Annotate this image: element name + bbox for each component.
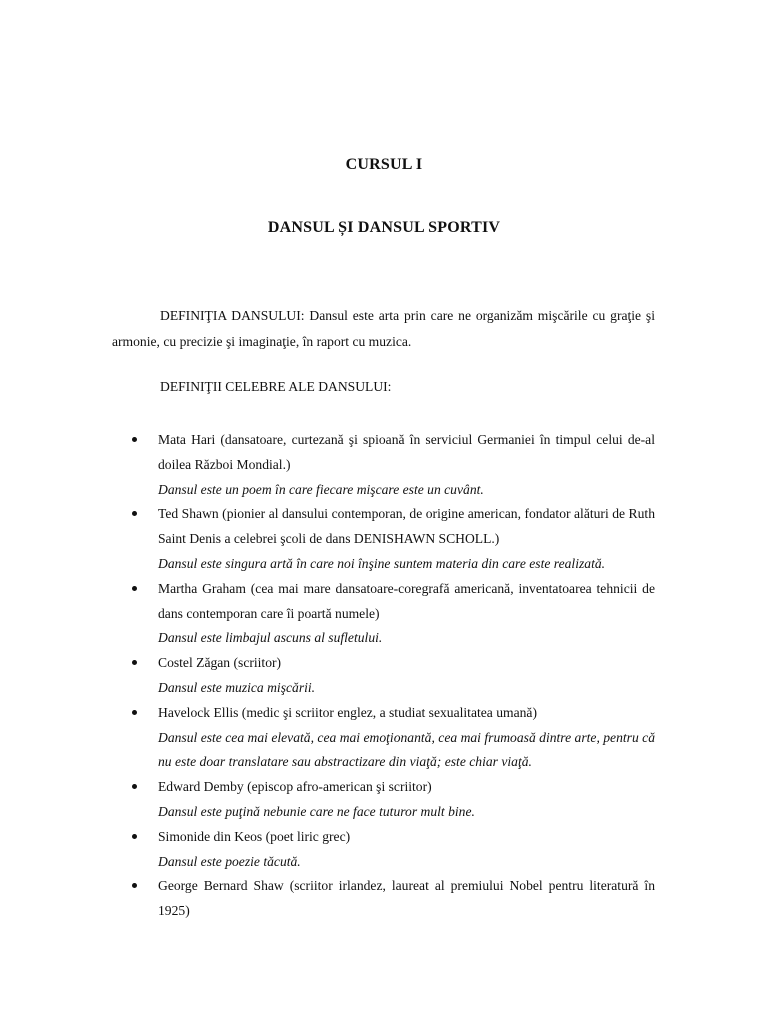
list-item (112, 428, 655, 502)
quote-text: Dansul este cea mai elevată, cea mai emoţionantă, cea mai frumoasă dintre arte, pentru că nu este doar translatare sau abstractizare din viaţă; este chiar viaţă. (158, 729, 655, 770)
list-item (112, 701, 655, 775)
dance-definition-paragraph: DEFINIŢIA DANSULUI: Dansul este arta prin care ne organizăm mişcările cu graţie şi armonie, cu precizie şi imaginaţie, în raport cu muzica. (112, 308, 655, 349)
quote-text: Dansul este limbajul ascuns al sufletului. (158, 630, 383, 646)
quote-author: Havelock Ellis (medic şi scriitor englez, a studiat sexualitatea umană) (158, 704, 537, 720)
bullet-icon (132, 710, 137, 715)
bullet-icon (132, 883, 137, 888)
list-item (112, 825, 655, 875)
quote-author: Mata Hari (dansatoare, curtezană şi spioană în serviciul Germaniei în timpul celui de-al doilea Război Mondial.) (158, 432, 655, 472)
bullet-icon (132, 511, 137, 516)
quote-text: Dansul este muzica mişcării. (158, 679, 316, 695)
quote-text: Dansul este singura artă în care noi înşine suntem materia din care este realizată. (158, 555, 606, 571)
course-title: CURSUL I (345, 156, 423, 173)
list-item (112, 502, 655, 576)
quote-author: Simonide din Keos (poet liric grec) (158, 828, 351, 844)
list-item (112, 775, 655, 825)
quote-text: Dansul este un poem în care fiecare mişcare este un cuvânt. (158, 481, 484, 497)
bullet-icon (132, 834, 137, 839)
quotes-list (112, 428, 655, 924)
bullet-icon (132, 784, 137, 789)
bullet-icon (132, 586, 137, 591)
bullet-icon (132, 437, 137, 442)
quote-text: Dansul este poezie tăcută. (158, 853, 301, 869)
quote-author: Ted Shawn (pionier al dansului contemporan, de origine american, fondator alături de Ruth Saint Denis a celebrei şcoli de dans DENISHAWN SCHOLL.) (158, 506, 655, 547)
chapter-title: DANSUL ȘI DANSUL SPORTIV (267, 219, 501, 236)
quote-author: George Bernard Shaw (scriitor irlandez, laureat al premiului Nobel pentru literatură în 1925) (158, 878, 655, 919)
list-item (112, 651, 655, 701)
bullet-icon (132, 660, 137, 665)
quote-text: Dansul este puţină nebunie care ne face tuturor mult bine. (158, 803, 475, 819)
quote-author: Edward Demby (episcop afro-american şi scriitor) (158, 779, 432, 795)
quote-author: Martha Graham (cea mai mare dansatoare-coregrafă americană, inventatoarea tehnicii de dans contemporan care îi poartă numele) (158, 580, 655, 621)
list-item (112, 577, 655, 651)
quote-author: Costel Zăgan (scriitor) (158, 655, 282, 671)
celebrated-definitions-heading: DEFINIŢII CELEBRE ALE DANSULUI: (160, 379, 392, 394)
list-item (112, 874, 655, 924)
